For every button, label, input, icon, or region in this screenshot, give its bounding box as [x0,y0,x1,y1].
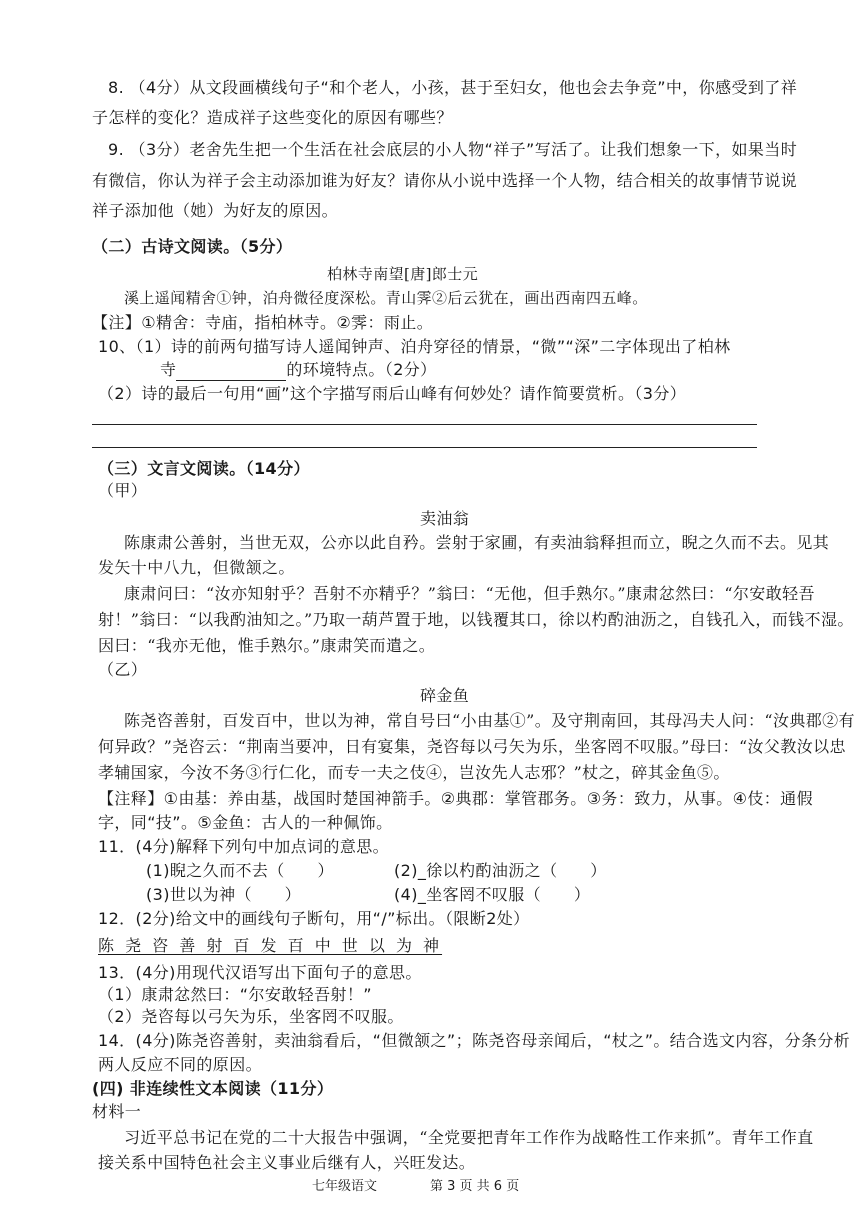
yi-label: （乙） [98,660,148,679]
q12-sentence[interactable]: 陈 尧 咨 善 射 百 发 百 中 世 以 为 神 [98,936,443,955]
q10-1-suffix: 的环境特点。（2分） [286,360,437,379]
yi-note-line-2: 字，同“技”。⑤金鱼：古人的一种佩饰。 [98,813,393,832]
jia-para-1-line-2: 发矢十中八九，但微颔之。 [98,558,295,577]
answer-line-2[interactable] [92,447,757,448]
q8-line-2: 子怎样的变化？造成祥子这些变化的原因有哪些？ [92,108,453,127]
section4-heading: (四) 非连续性文本阅读（11分） [92,1079,334,1098]
q10-1-line-1: 10、（1）诗的前两句描写诗人遥闻钟声、泊舟穿径的情景，“微”“深”二字体现出了柏林 [98,337,731,356]
answer-line-1[interactable] [92,424,757,425]
poem-text: 溪上遥闻精舍①钟，泊舟微径度深松。青山霁②后云犹在，画出西南四五峰。 [124,289,648,307]
q9-line-3: 祥子添加他（她）为好友的原因。 [92,201,339,220]
jia-title: 卖油翁 [420,509,470,528]
material-1-label: 材料一 [92,1102,142,1121]
material-1-line-1: 习近平总书记在党的二十大报告中强调，“全党要把青年工作作为战略性工作来抓”。青年工作直 [124,1128,814,1147]
q11-item-3[interactable]: (3)世以为神（ ） [146,885,302,904]
jia-para-1-line-1: 陈康肃公善射，当世无双，公亦以此自矜。尝射于家圃，有卖油翁释担而立，睨之久而不去。见其 [124,533,830,552]
jia-para-2-line-3: 因曰：“我亦无他，惟手熟尔。”康肃笑而遣之。 [98,636,436,655]
classical-heading: （三）文言文阅读。（14分） [98,459,310,478]
q8-line-1: 8. （4分）从文段画横线句子“和个老人，小孩，甚于至妇女，他也会去争竞”中，你感受到了祥 [108,78,798,97]
yi-note-line-1: 【注释】①由基：养由基，战国时楚国神箭手。②典郡：掌管郡务。③务：致力，从事。④伎：通假 [98,789,813,808]
poem-note: 【注】①精舍：寺庙，指柏林寺。②霁：雨止。 [92,313,434,332]
poetry-heading: （二）古诗文阅读。（5分） [92,237,293,256]
q13-item-2: （2）尧咨每以弓矢为乐，坐客罔不叹服。 [98,1007,404,1026]
jia-para-2-line-2: 射！”翁曰：“以我酌油知之。”乃取一葫芦置于地，以钱覆其口，徐以杓酌油沥之，自钱孔入，而钱不湿。 [98,610,854,629]
q9-line-2: 有微信，你认为祥子会主动添加谁为好友？请你从小说中选择一个人物，结合相关的故事情节说说 [92,171,798,190]
q10-2: （2）诗的最后一句用“画”这个字描写雨后山峰有何妙处？请作简要赏析。（3分） [98,384,687,403]
q14-line-1: 14．(4分)陈尧咨善射，卖油翁看后，“但微颔之”；陈尧咨母亲闻后，“杖之”。结合选文内容，分条分析 [98,1031,851,1050]
q10-1-prefix: 寺 [160,360,177,379]
poem-title: 柏林寺南望[唐]郎士元 [327,265,479,283]
jia-label: （甲） [98,481,148,500]
yi-para-line-2: 何异政？”尧咨云：“荆南当要冲，日有宴集，尧咨每以弓矢为乐，坐客罔不叹服。”母曰：“汝父教汝以忠 [98,737,846,756]
q10-1-answer-blank[interactable] [176,364,286,381]
q11-item-4[interactable]: (4)_坐客罔不叹服（ ） [394,885,591,904]
jia-para-2-line-1: 康肃问曰：“汝亦知射乎？吾射不亦精乎？”翁曰：“无他，但手熟尔。”康肃忿然曰：“尔安敢轻吾 [124,584,815,603]
yi-para-line-3: 孝辅国家，今汝不务③行仁化，而专一夫之伎④，岂汝先人志邪？”杖之，碎其金鱼⑤。 [98,763,730,782]
material-1-line-2: 接关系中国特色社会主义事业后继有人，兴旺发达。 [98,1153,476,1172]
q11-stem: 11．(4分)解释下列句中加点词的意思。 [98,837,390,856]
footer-grade-subject: 七年级语文 [312,1179,378,1194]
q13-stem: 13．(4分)用现代汉语写出下面句子的意思。 [98,963,422,982]
q11-item-2[interactable]: (2)_徐以杓酌油沥之（ ） [394,861,607,880]
yi-para-line-1: 陈尧咨善射，百发百中，世以为神，常自号曰“小由基①”。及守荆南回，其母冯夫人问：“汝典郡②有 [124,711,855,730]
q9-line-1: 9. （3分）老舍先生把一个生活在社会底层的小人物“祥子”写活了。让我们想象一下，如果当时 [108,140,798,159]
footer-page-number: 第 3 页 共 6 页 [430,1179,520,1194]
yi-title: 碎金鱼 [420,686,470,705]
q12-stem: 12．(2分)给文中的画线句子断句，用“/”标出。（限断2处） [98,909,530,928]
q13-item-1: （1）康肃忿然曰：“尔安敢轻吾射！” [98,985,372,1004]
q10-1-line-2 [160,359,437,381]
q11-item-1[interactable]: (1)睨之久而不去（ ） [146,861,334,880]
q14-line-2: 两人反应不同的原因。 [98,1055,263,1074]
